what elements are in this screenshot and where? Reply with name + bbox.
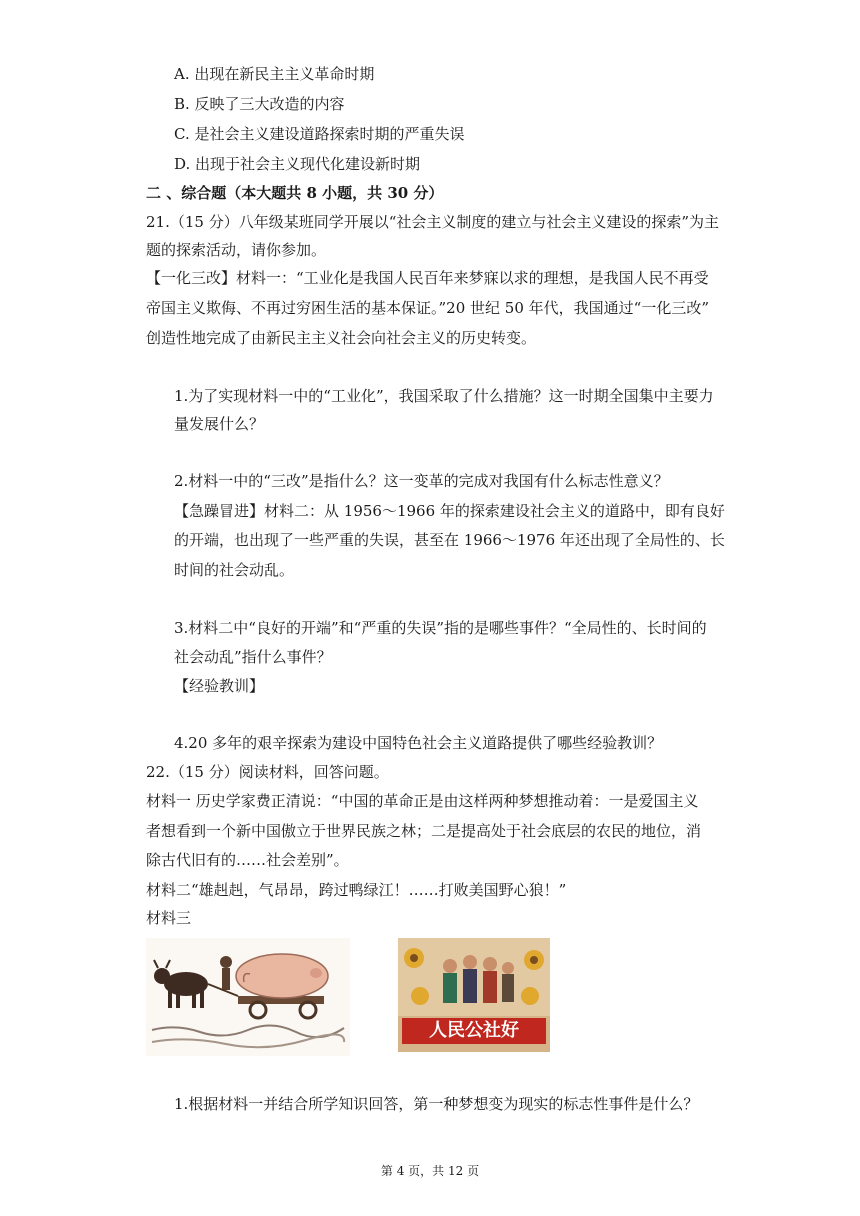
q21-material1-3: 创造性地完成了由新民主主义社会向社会主义的历史转变。 <box>146 329 537 347</box>
q22-material3-label: 材料三 <box>146 909 192 927</box>
q22-material1-2: 者想看到一个新中国傲立于世界民族之林；二是提高处于社会底层的农民的地位，消 <box>146 822 702 840</box>
q21-material1-1: 【一化三改】材料一：“工业化是我国人民百年来梦寐以求的理想，是我国人民不再受 <box>146 269 709 287</box>
q22-material1-1: 材料一 历史学家费正清说：“中国的革命正是由这样两种梦想推动着：一是爱国主义 <box>146 792 699 810</box>
q21-sub1-1: 1.为了实现材料一中的“工业化”，我国采取了什么措施？这一时期全国集中主要力 <box>174 387 714 405</box>
cartoon-giant-pig-image <box>146 938 350 1056</box>
poster-caption: 人民公社好 <box>429 1020 519 1041</box>
q21-experience-heading: 【经验教训】 <box>174 677 265 695</box>
option-b: B. 反映了三大改造的内容 <box>174 95 345 113</box>
q21-material2-2: 的开端，也出现了一些严重的失误，甚至在 1966～1976 年还出现了全局性的、长 <box>174 531 725 549</box>
poster-peoples-commune-image <box>398 938 550 1052</box>
section-heading: 二 、综合题（本大题共 8 小题，共 30 分） <box>146 184 444 202</box>
q22-stem: 22.（15 分）阅读材料，回答问题。 <box>146 763 389 781</box>
q21-sub1-2: 量发展什么？ <box>174 415 265 433</box>
q21-sub4: 4.20 多年的艰辛探索为建设中国特色社会主义道路提供了哪些经验教训？ <box>174 734 663 752</box>
option-a: A. 出现在新民主主义革命时期 <box>174 65 375 83</box>
option-c: C. 是社会主义建设道路探索时期的严重失误 <box>174 125 465 143</box>
q21-sub3-2: 社会动乱”指什么事件？ <box>174 648 332 666</box>
q22-material1-3: 除古代旧有的……社会差别”。 <box>146 851 349 869</box>
q21-stem-1: 21.（15 分）八年级某班同学开展以“社会主义制度的建立与社会主义建设的探索”为主 <box>146 213 720 231</box>
q21-sub3-1: 3.材料二中“良好的开端”和“严重的失误”指的是哪些事件？“全局性的、长时间的 <box>174 619 707 637</box>
q21-sub2: 2.材料一中的“三改”是指什么？这一变革的完成对我国有什么标志性意义？ <box>174 472 669 490</box>
q21-material2-1: 【急躁冒进】材料二：从 1956～1966 年的探索建设社会主义的道路中，即有良好 <box>174 502 725 520</box>
page-footer: 第 4 页，共 12 页 <box>380 1164 480 1178</box>
q21-stem-2: 题的探索活动，请你参加。 <box>146 241 327 259</box>
q21-material2-3: 时间的社会动乱。 <box>174 561 295 579</box>
q21-material1-2: 帝国主义欺侮、不再过穷困生活的基本保证。”20 世纪 50 年代，我国通过“一化三改” <box>146 299 709 317</box>
q22-sub1: 1.根据材料一并结合所学知识回答，第一种梦想变为现实的标志性事件是什么？ <box>174 1095 699 1113</box>
q22-material2: 材料二“雄赳赳，气昂昂，跨过鸭绿江！……打败美国野心狼！” <box>146 881 567 899</box>
option-d: D. 出现于社会主义现代化建设新时期 <box>174 155 421 173</box>
